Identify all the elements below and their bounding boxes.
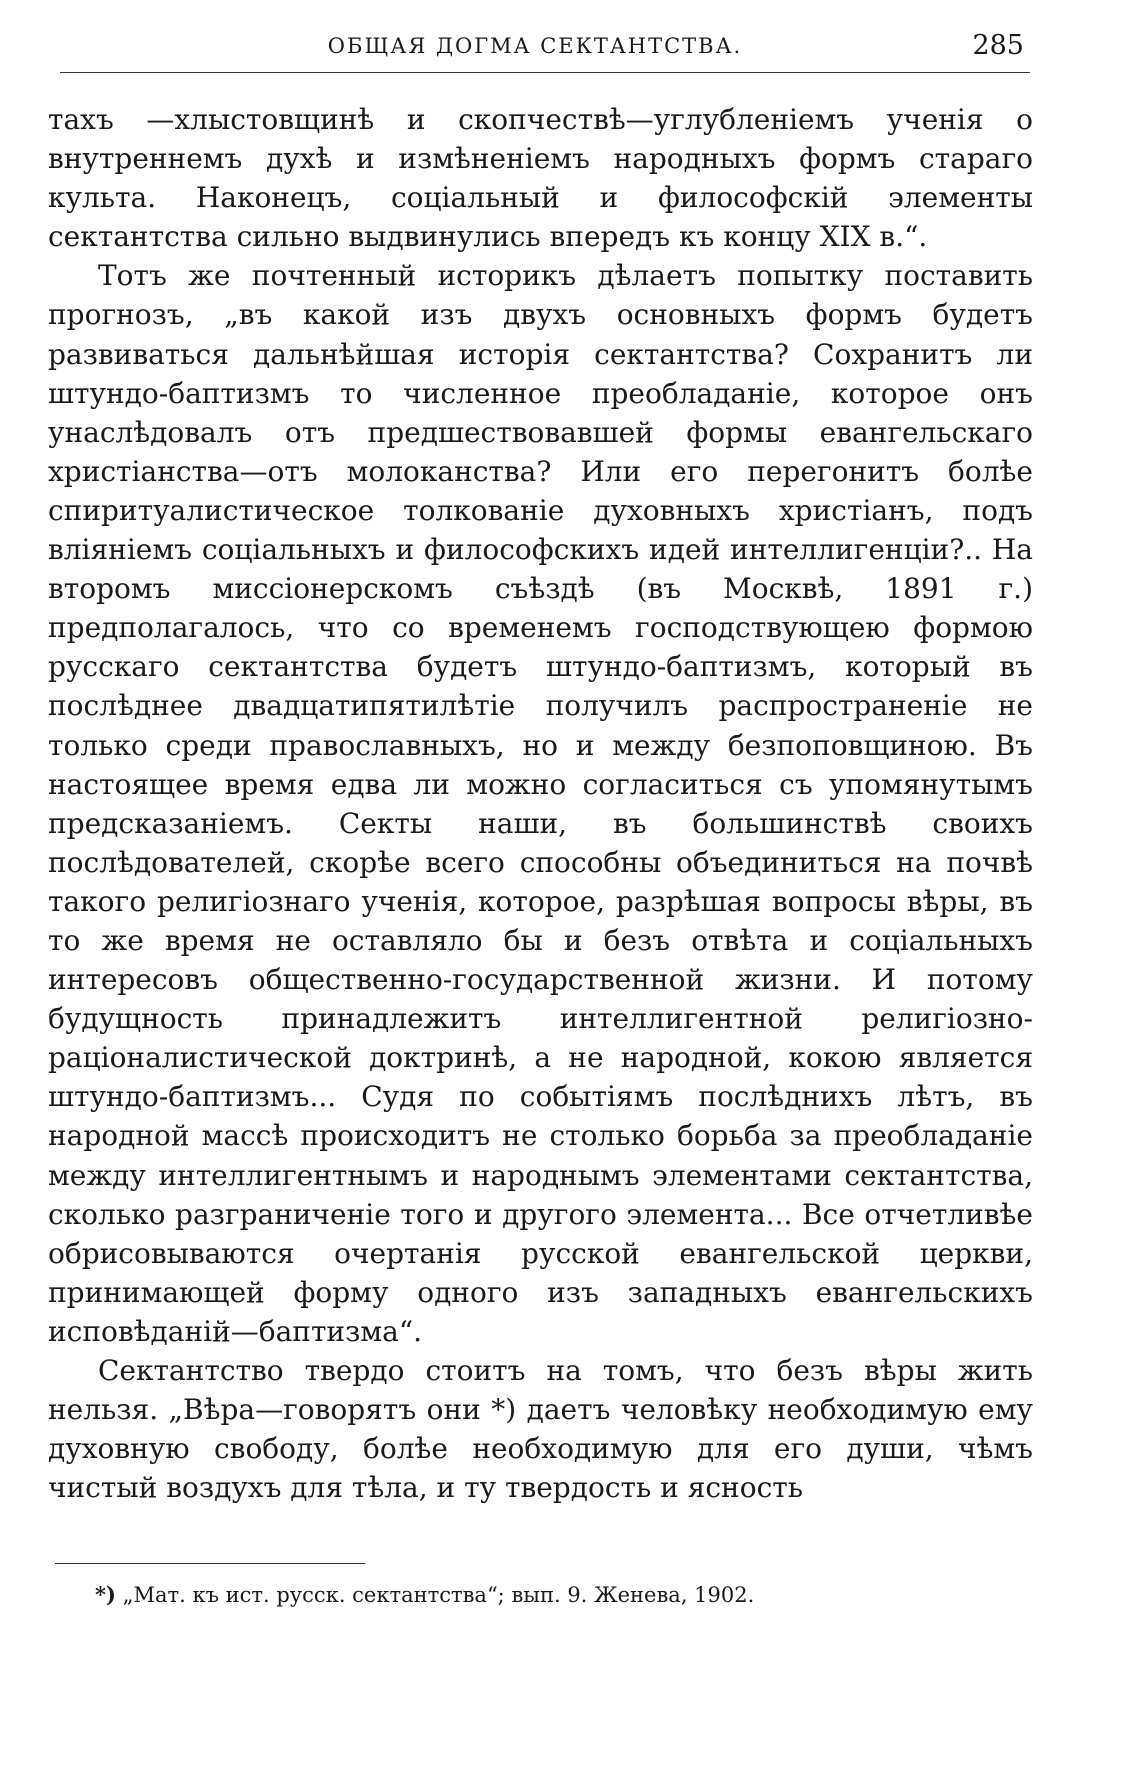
footnote-marker: *): [95, 1582, 116, 1607]
page-number: 285: [972, 30, 1024, 61]
footnote-text: „Мат. къ ист. русск. сектантства“; вып. 9. Женева, 1902.: [122, 1583, 755, 1607]
paragraph-faith: Сектантство твердо стоитъ на томъ, что безъ вѣры жить нельзя. „Вѣра—говорятъ они *) даетъ человѣку необходимую ему духовную свободу, болѣе необходимую для его души, чѣмъ чистый воздухъ для тѣла, и ту твердость и ясность: [48, 1354, 1033, 1505]
paragraph-continued: тахъ —хлыстовщинѣ и скопчествѣ—углубленіемъ ученія о внутреннемъ духѣ и измѣненіемъ народныхъ формъ стараго культа. Наконецъ, соціальный и философскій элементы сектантства сильно выдвинулись впередъ къ концу XIX в.“.: [48, 103, 1033, 254]
running-title: ОБЩАЯ ДОГМА СЕКТАНТСТВА.: [327, 34, 743, 58]
body-text: [48, 100, 1033, 1507]
running-header: [40, 28, 1030, 68]
footnote-rule: [55, 1563, 365, 1564]
header-rule: [60, 72, 1030, 73]
paragraph-forecast-quote: Тотъ же почтенный историкъ дѣлаетъ попытку поставить прогнозъ, „въ какой изъ двухъ основныхъ формъ будетъ развиваться дальнѣйшая исторія сектантства? Сохранитъ ли штундо-баптизмъ то численное преобладаніе, которое онъ унаслѣдовалъ отъ предшествовавшей формы евангельскаго христіанства—отъ молоканства? Или его перегонитъ болѣе спиритуалистическое толкованіе духовныхъ христіанъ, подъ вліяніемъ соціальныхъ и философскихъ идей интеллигенціи?.. На второмъ миссіонерскомъ съѣздѣ (въ Москвѣ, 1891 г.) предполагалось, что со временемъ господствующею формою русскаго сектантства будетъ штундо-баптизмъ, который въ послѣднее двадцатипятилѣтіе получилъ распространеніе не только среди православныхъ, но и между безпоповщиною. Въ настоящее время едва ли можно согласиться съ упомянутымъ предсказаніемъ. Секты наши, въ большинствѣ своихъ послѣдователей, скорѣе всего способны объединиться на почвѣ такого религіознаго ученія, которое, разрѣшая вопросы вѣры, въ то же время не оставляло бы и безъ отвѣта и соціальныхъ интересовъ общественно-государственной жизни. И потому будущность принадлежитъ интеллигентной религіозно-раціоналистической доктринѣ, а не народной, кокою является штундо-баптизмъ... Судя по событіямъ послѣднихъ лѣтъ, въ народной массѣ происходитъ не столько борьба за преобладаніе между интеллигентнымъ и народнымъ элементами сектантства, сколько разграниченіе того и другого элемента... Все отчетливѣе обрисовываются очертанія русской евангельской церкви, принимающей форму одного изъ западныхъ евангельскихъ исповѣданій—баптизма“.: [48, 259, 1033, 1348]
footnote: [95, 1580, 995, 1610]
